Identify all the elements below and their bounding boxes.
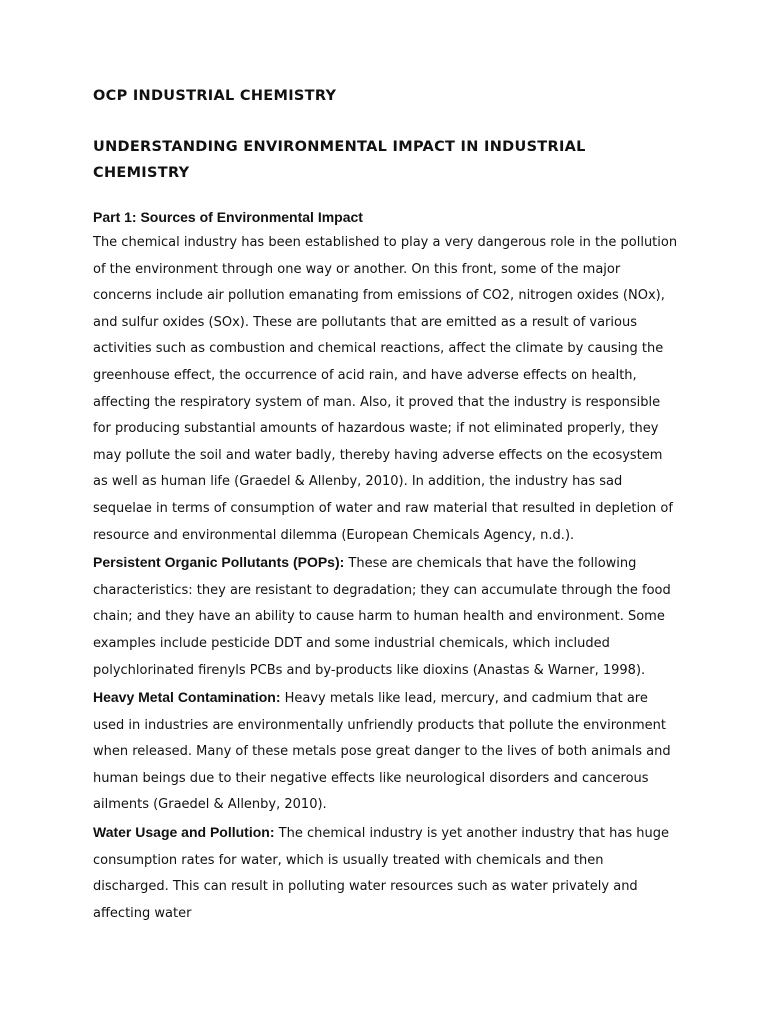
heavy-metals-label: Heavy Metal Contamination: — [93, 689, 281, 706]
heavy-metals-text: Heavy metals like lead, mercury, and cadmium that are used in industries are environmentally unfriendly products that pollute the environment when released. Many of these metals pose great danger to the lives of both animals and human beings due to their negative effects like neurological disorders and cancerous ailments (Graedel & Allenby, 2010). — [93, 691, 671, 813]
intro-paragraph: The chemical industry has been established to play a very dangerous role in the pollution of the environment through one way or another. On this front, some of the major concerns include air pollution emanating from emissions of CO2, nitrogen oxides (NOx), and sulfur oxides (SOx). These are pollutants that are emitted as a result of various activities such as combustion and chemical reactions, affect the climate by causing the greenhouse effect, the occurrence of acid rain, and have adverse effects on health, affecting the respiratory system of man. Also, it proved that the industry is responsible for producing substantial amounts of hazardous waste; if not eliminated properly, they may pollute the soil and water badly, thereby having adverse effects on the ecosystem as well as human life (Graedel & Allenby, 2010). In addition, the industry has sad sequelae in terms of consumption of water and raw material that resulted in depletion of resource and environmental dilemma (European Chemicals Agency, n.d.). — [93, 235, 678, 543]
pops-paragraph — [93, 549, 678, 684]
document-title: OCP INDUSTRIAL CHEMISTRY — [93, 88, 337, 104]
water-text: The chemical industry is yet another industry that has huge consumption rates for water, which is usually treated with chemicals and then discharged. This can result in polluting water resources such as water privately and affecting water — [93, 826, 670, 921]
heavy-metals-paragraph — [93, 684, 678, 819]
pops-label: Persistent Organic Pollutants (POPs): — [93, 554, 345, 571]
section-heading: Part 1: Sources of Environmental Impact — [93, 209, 363, 225]
pops-text: These are chemicals that have the following characteristics: they are resistant to degradation; they can accumulate through the food chain; and they have an ability to cause harm to human health and environment. Some examples include pesticide DDT and some industrial chemicals, which included polychlorinated firenyls PCBs and by-products like dioxins (Anastas & Warner, 1998). — [93, 556, 671, 678]
water-label: Water Usage and Pollution: — [93, 824, 275, 841]
water-paragraph — [93, 819, 678, 927]
document-page — [93, 84, 678, 927]
document-subtitle: UNDERSTANDING ENVIRONMENTAL IMPACT IN INDUSTRIAL CHEMISTRY — [93, 139, 586, 181]
